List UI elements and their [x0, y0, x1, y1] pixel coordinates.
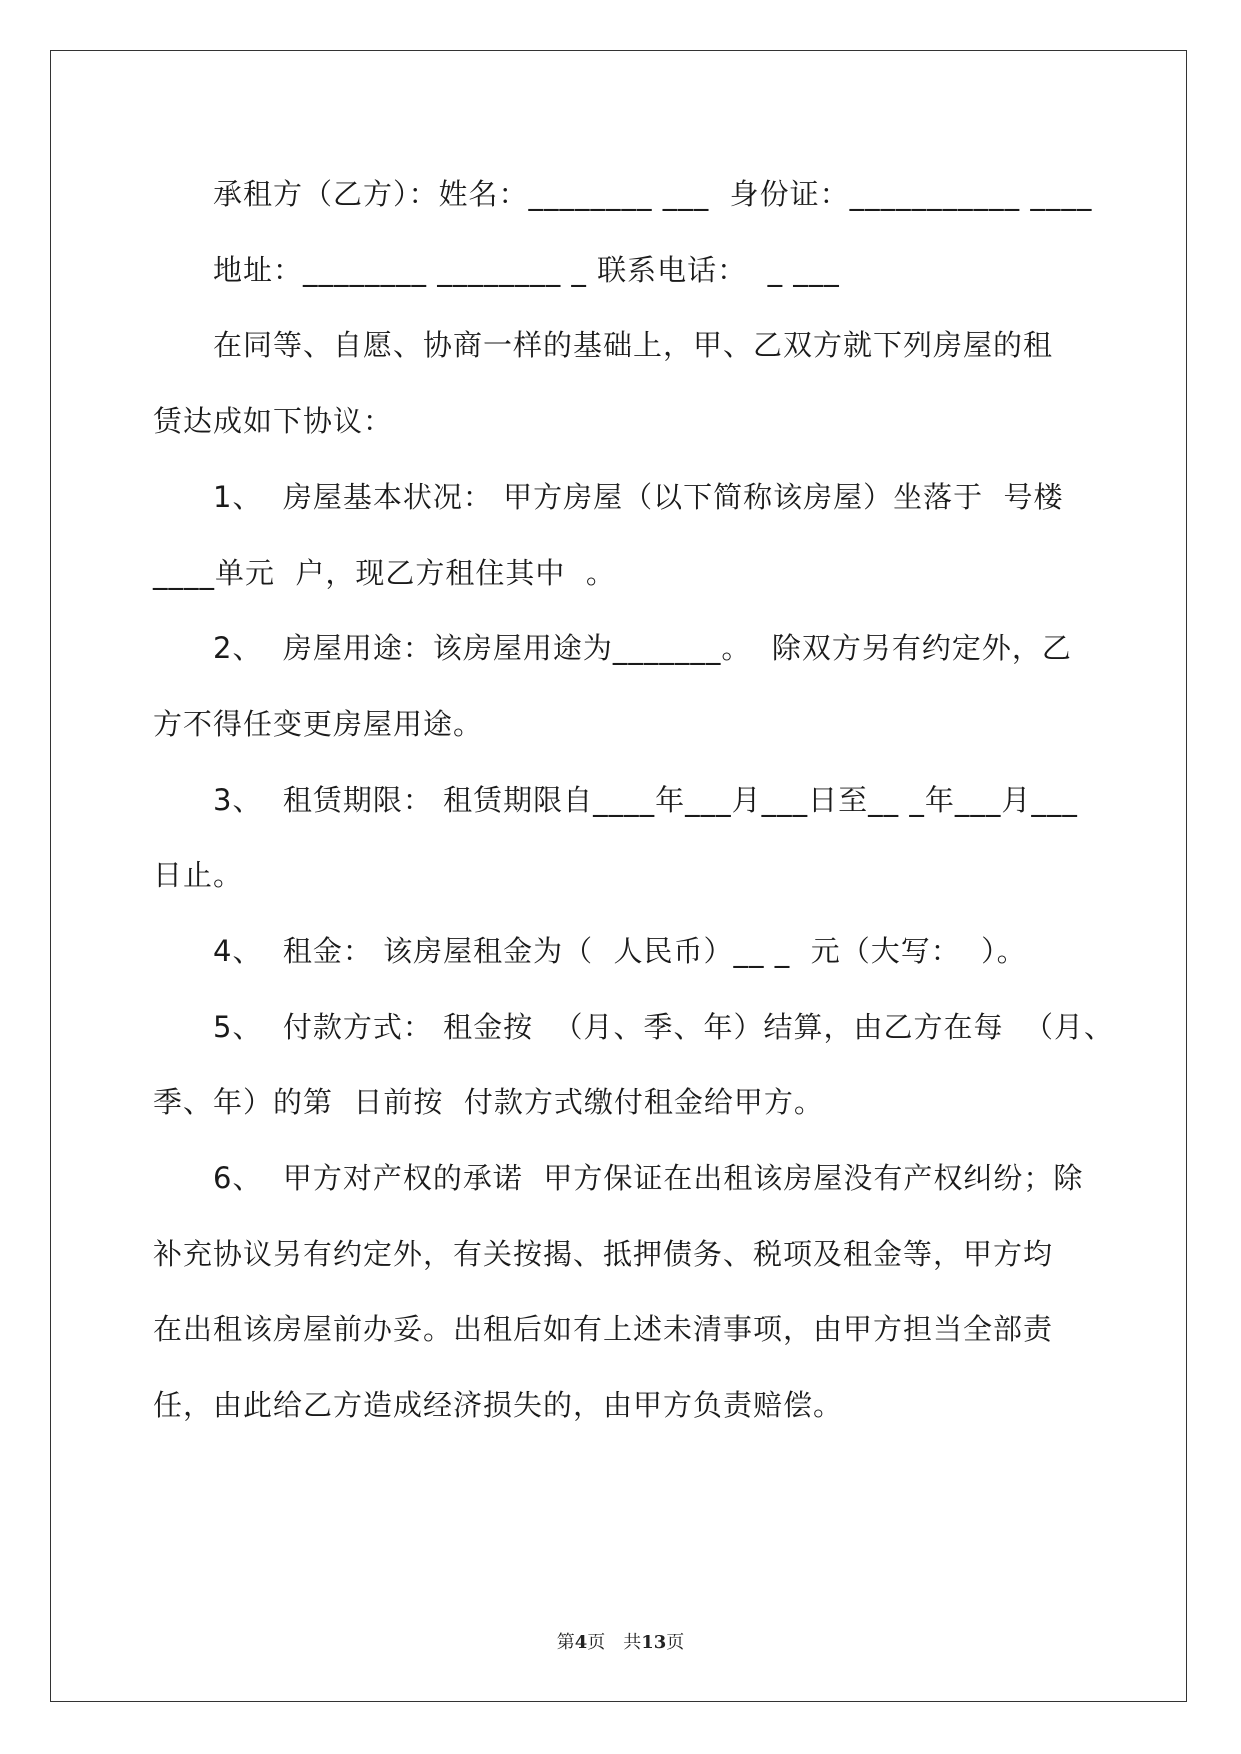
page-prefix: 第: [556, 1632, 575, 1653]
clause-2-line-2: 方不得任变更房屋用途。: [153, 707, 484, 741]
page-number: 4: [574, 1632, 588, 1653]
total-prefix: 共: [623, 1632, 642, 1653]
clause-5-line-1: 5、 付款方式： 租金按 （月、季、年）结算，由乙方在每 （月、: [153, 1010, 1114, 1044]
page-suffix: 页: [587, 1632, 606, 1653]
clause-5-line-2: 季、年）的第 日前按 付款方式缴付租金给甲方。: [153, 1085, 824, 1119]
tenant-address-line: 地址：________ ________ _ 联系电话： _ ___: [153, 253, 840, 287]
clause-3-line-2: 日止。: [153, 858, 244, 892]
clause-4-line-1: 4、 租金： 该房屋租金为（ 人民币）__ _ 元（大写： ）。: [153, 934, 1027, 968]
preamble-line-1: 在同等、自愿、协商一样的基础上，甲、乙双方就下列房屋的租: [153, 328, 1054, 362]
clause-3-line-1: 3、 租赁期限： 租赁期限自____年___月___日至__ _年___月___: [153, 783, 1078, 817]
clause-1-line-2: ____单元 户，现乙方租住其中 。: [153, 556, 616, 590]
total-pages: 13: [641, 1632, 667, 1653]
clause-6-line-3: 在出租该房屋前办妥。出租后如有上述未清事项，由甲方担当全部责: [153, 1312, 1054, 1346]
preamble-line-2: 赁达成如下协议：: [153, 404, 394, 438]
tenant-info-line: 承租方（乙方）：姓名：________ ___ 身份证：___________ ____: [153, 177, 1093, 211]
page-footer: [0, 1628, 1241, 1654]
total-suffix: 页: [666, 1632, 685, 1653]
clause-6-line-1: 6、 甲方对产权的承诺 甲方保证在出租该房屋没有产权纠纷；除: [153, 1161, 1084, 1195]
clause-6-line-4: 任，由此给乙方造成经济损失的，由甲方负责赔偿。: [153, 1388, 844, 1422]
clause-2-line-1: 2、 房屋用途：该房屋用途为_______。 除双方另有约定外，乙: [153, 631, 1072, 665]
clause-1-line-1: 1、 房屋基本状况： 甲方房屋（以下简称该房屋）坐落于 号楼: [153, 480, 1064, 514]
clause-6-line-2: 补充协议另有约定外，有关按揭、抵押债务、税项及租金等，甲方均: [153, 1237, 1054, 1271]
